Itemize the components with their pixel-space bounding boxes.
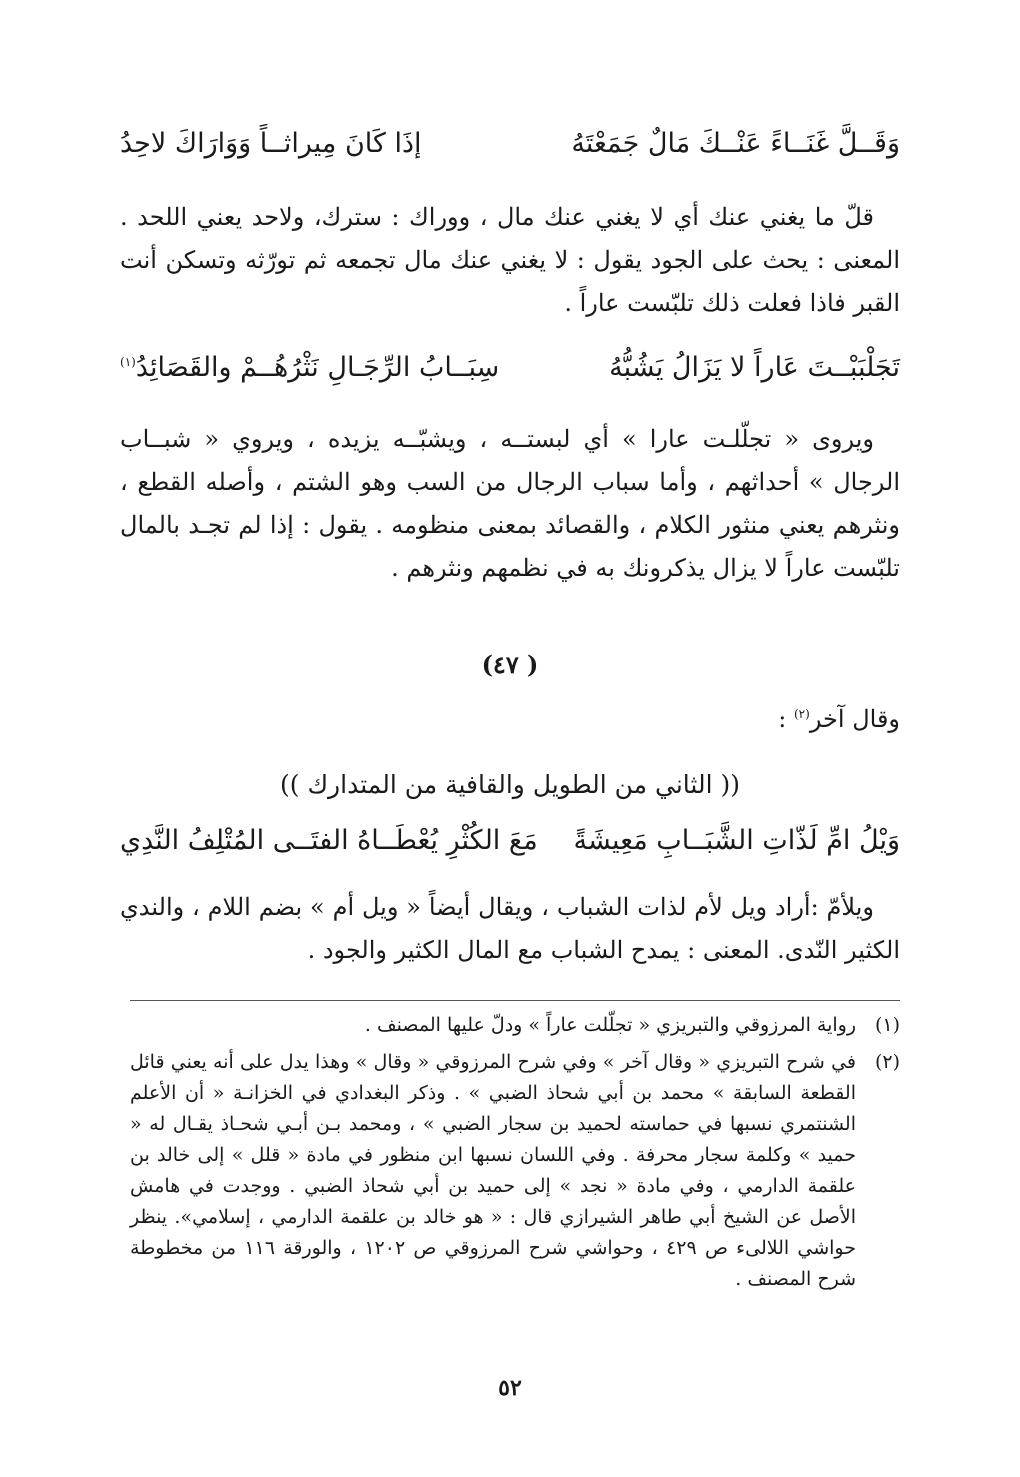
footnote-1-number: (١) <box>874 1014 900 1036</box>
verse-2-second-hemistich-text: سِبَــابُ الرِّجَـالِ نَثْرُهُــمْ والقَصَائِدُ <box>135 352 500 383</box>
commentary-3 <box>120 886 900 972</box>
poem-number: ( ٤٧) <box>481 650 539 679</box>
commentary-3-text: ويلأمّ :أراد ويل لأم لذات الشباب ، ويقال أيضاً « ويل أم » بضم اللام ، والندي الكثير النّدى. المعنى : يمدح الشباب مع المال الكثير والجود . <box>120 893 900 964</box>
verse-3-first-hemistich: وَيْلُ امِّ لَذّاتِ الشَّبَــابِ مَعِيشَةً <box>573 825 900 856</box>
footnote-ref-1: (١) <box>120 355 136 369</box>
footnote-divider <box>130 1000 900 1001</box>
verse-1 <box>120 128 900 160</box>
footnotes <box>130 1010 900 1295</box>
verse-2 <box>120 352 900 384</box>
commentary-2 <box>120 418 900 590</box>
verse-2-second-hemistich <box>120 352 499 384</box>
footnote-1-text: رواية المرزوقي والتبريزي « تجلّلت عاراً » ودلّ عليها المصنف . <box>364 1014 856 1036</box>
commentary-1 <box>120 196 900 325</box>
commentary-2-text: ويروى « تجلّلـت عارا » أي لبستــه ، ويشبّــه يزيده ، ويروي « شبــاب الرجال » أحداثهم ، وأما سباب الرجال من السب وهو الشتم ، وأصله القطع ، ونثرهم يعني منثور الكلام ، والقصائد بمعنى منظومه . يقول : إذا لم تجـد بالمال تلبّست عاراً لا يزال يذكرونك به في نظمهم ونثرهم . <box>120 425 900 582</box>
poem-intro-text: وقال آخر <box>809 705 900 733</box>
verse-3 <box>120 825 900 857</box>
poem-intro <box>120 705 970 733</box>
verse-1-first-hemistich: وَقَــلَّ غَنَــاءً عَنْــكَ مَالٌ جَمَعْتَهُ <box>571 128 900 159</box>
meter-line: (( الثاني من الطويل والقافية من المتدارك )) <box>280 770 740 799</box>
commentary-1-text: قلّ ما يغني عنك أي لا يغني عنك مال ، ووراك : سترك، ولاحد يعني اللحد . المعنى : يحث على الجود يقول : لا يغني عنك مال تجمعه ثم تورّثه وتسكن أنت القبر فاذا فعلت ذلك تلبّست عاراً . <box>120 203 900 317</box>
verse-3-second-hemistich: مَعَ الكُثْرِ يُعْطَــاهُ الفتَــى المُتْلِفُ النَّدِي <box>120 825 538 856</box>
footnote-2-number: (٢) <box>874 1051 900 1073</box>
footnote-2-text: في شرح التبريزي « وقال آخر » وفي شرح المرزوقي « وقال » وهذا يدل على أنه يعني قائل القطعة السابقة » محمد بن أبي شحاذ الضبي » . وذكر البغدادي في الخزانـة « أن الأعلم الشنتمري نسبها في حماسته لحميد بن سجار الضبي » ، ومحمد بـن أبـي شحـاذ يقـال له « حميد » وكلمة سجار محرفة . وفي اللسان نسبها ابن منظور في مادة « قلل » إلى خالد بن علقمة الدارمي ، وفي مادة « نجد » إلى حميد بن أبي شحاذ الضبي . ووجدت في هامش الأصل عن الشيخ أبي طاهر الشيرازي قال : « هو خالد بن علقمة الدارمي ، إسلامي». ينظر حواشي اللالىء ص ٤٢٩ ، وحواشي شرح المرزوقي ص ١٢٠٢ ، والورقة ١١٦ من مخطوطة شرح المصنف . <box>130 1051 857 1290</box>
footnote-2 <box>130 1047 900 1295</box>
verse-2-first-hemistich: تَجَلْبَبْــتَ عَاراً لا يَزَالُ يَشُبُّهُ <box>609 352 900 383</box>
footnote-ref-2: (٢) <box>793 707 810 721</box>
verse-1-second-hemistich: إذَا كَانَ مِيراثــاً وَوَارَاكَ لاحِدُ <box>120 128 422 159</box>
page-number: ٥٢ <box>498 1375 522 1401</box>
poem-intro-colon: : <box>778 705 787 733</box>
footnote-1 <box>130 1010 900 1041</box>
